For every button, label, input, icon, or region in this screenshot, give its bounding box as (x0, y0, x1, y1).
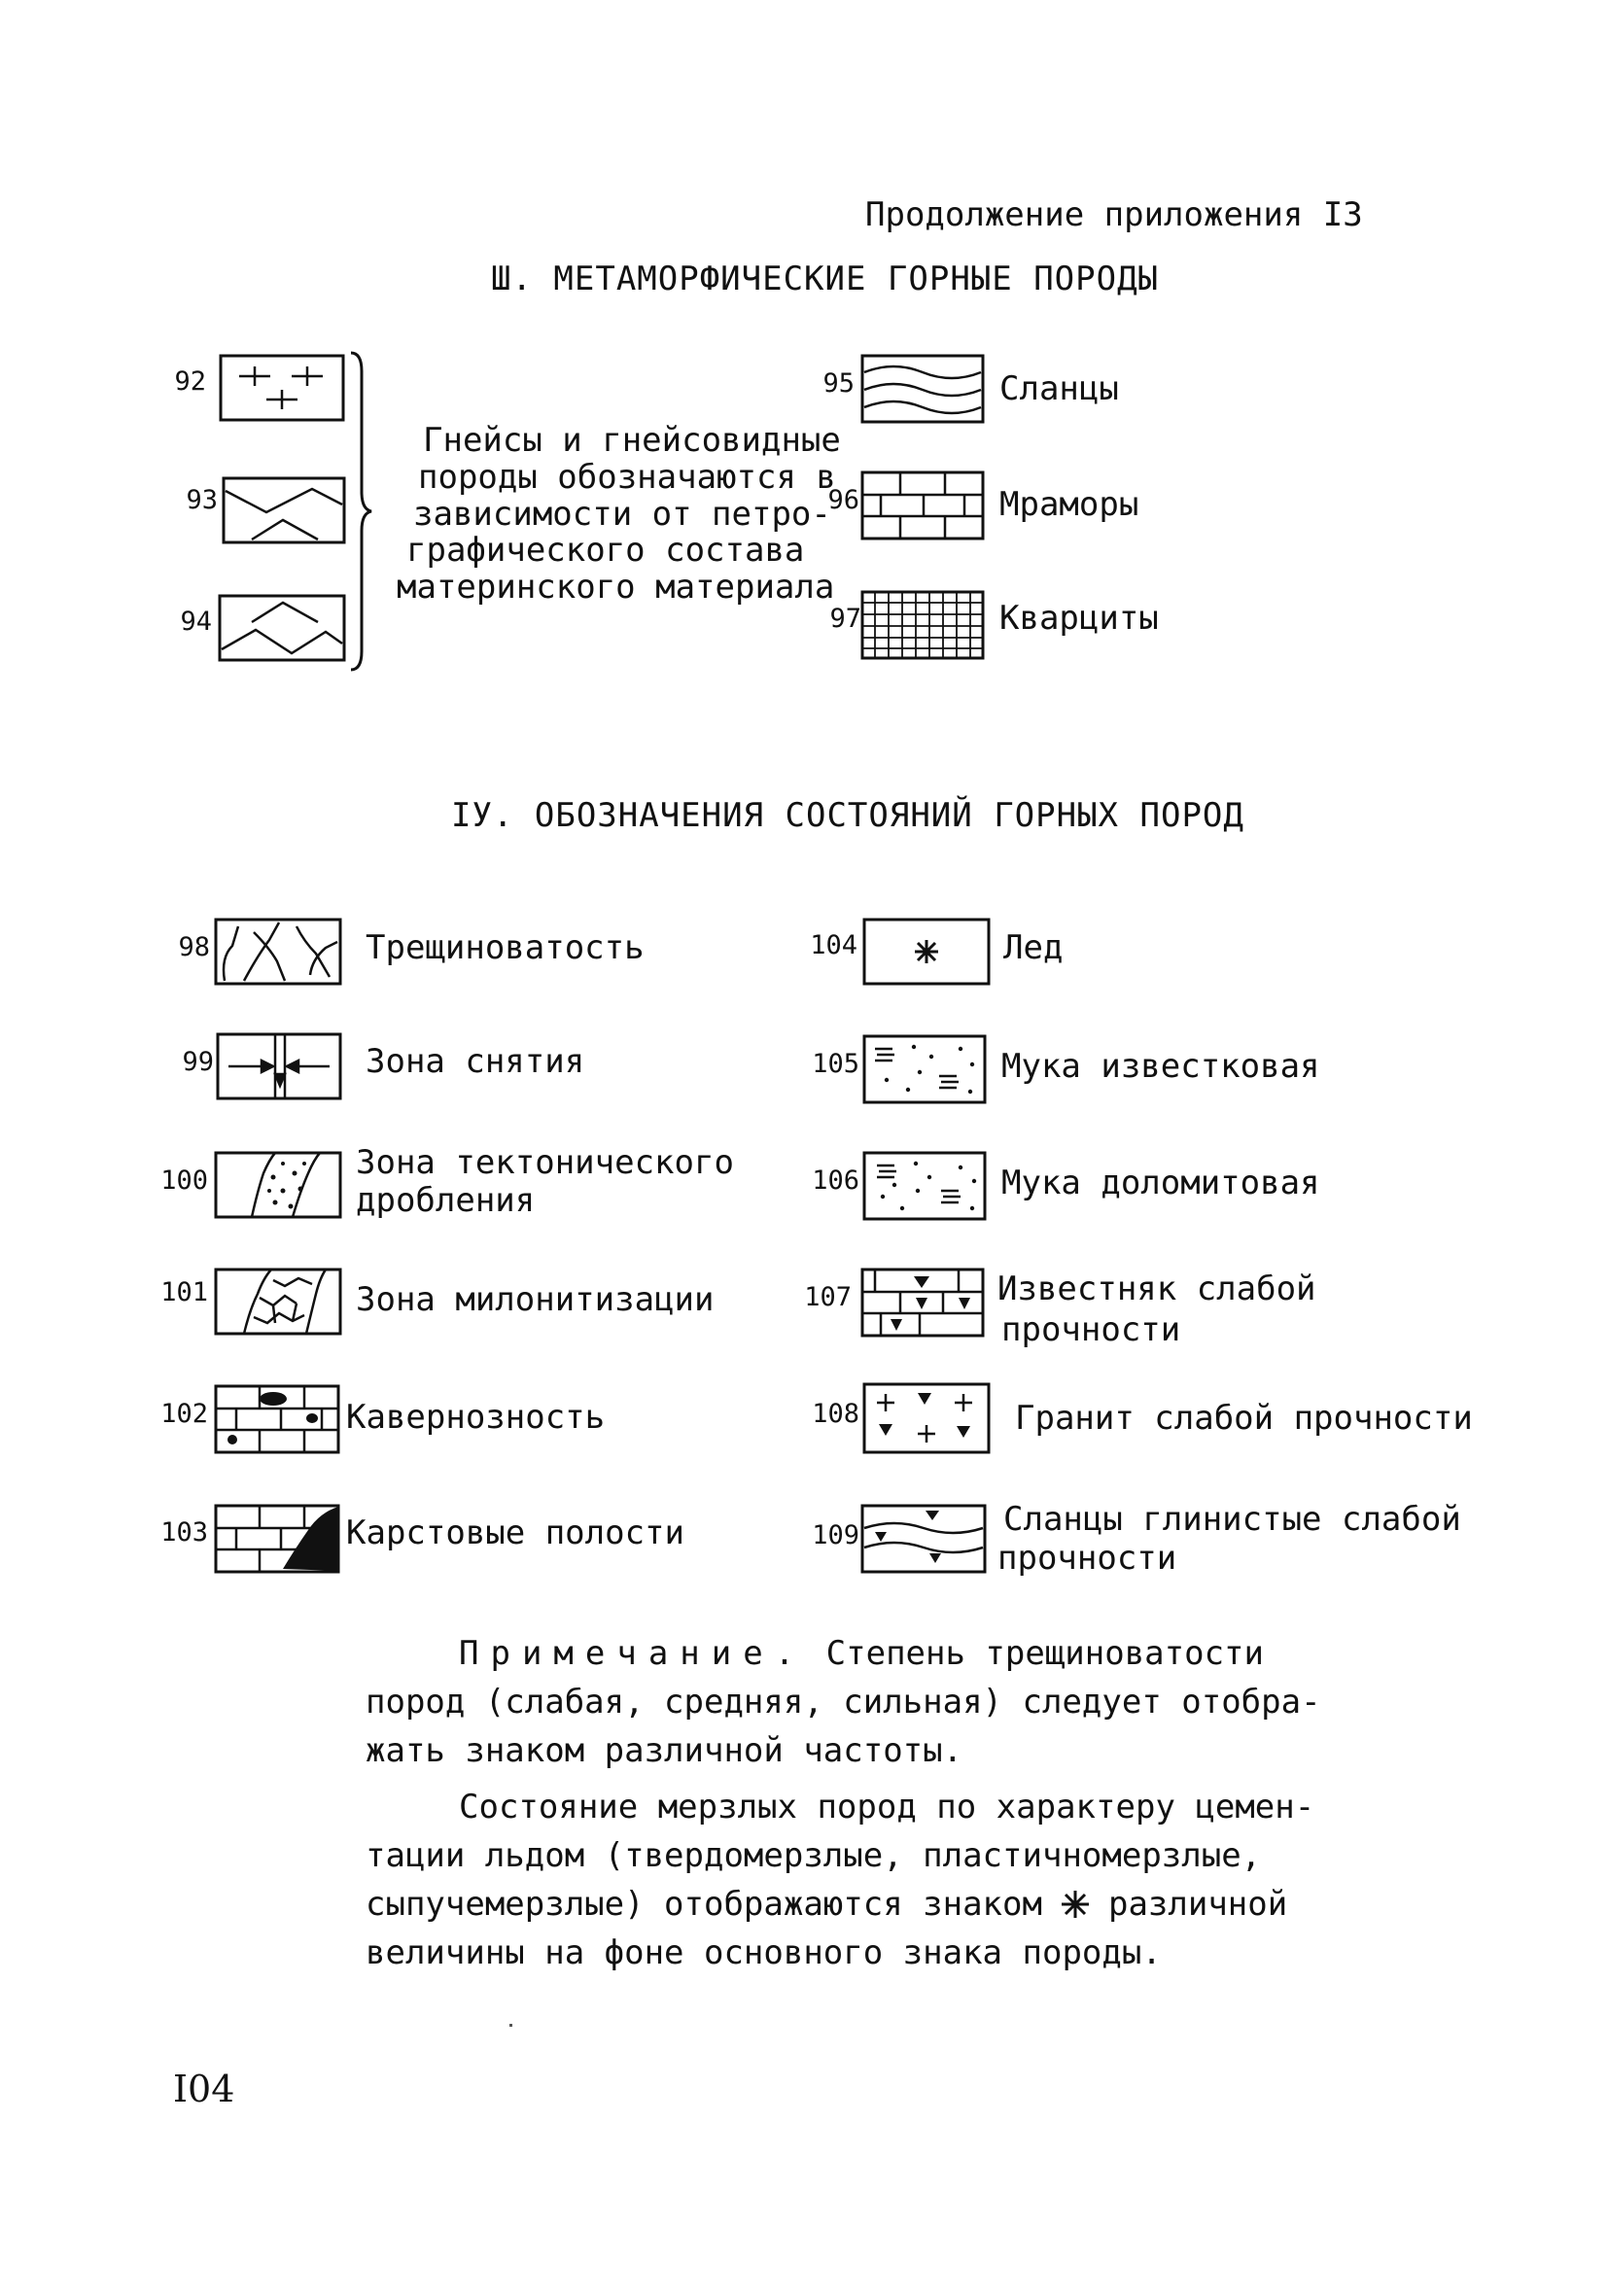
legend-label: Зона снятия (366, 1042, 585, 1081)
item-number: 101 (160, 1277, 208, 1307)
note-block (366, 1629, 1321, 1977)
gneiss-note-line: графического состава (406, 531, 805, 570)
tectonic-crush-symbol (215, 1152, 341, 1218)
legend-label: Карстовые полости (346, 1513, 684, 1552)
gneiss-caret-symbol (219, 595, 345, 661)
legend-label: Зона милонитизации (356, 1280, 715, 1319)
item-number: 103 (160, 1517, 208, 1548)
page-number: I04 (173, 2068, 235, 2110)
gneiss-note-line: Гнейсы и гнейсовидные (423, 421, 841, 460)
stress-relief-symbol (217, 1033, 341, 1099)
note-text: различной (1107, 1885, 1288, 1924)
legend-label: Мука известковая (1001, 1047, 1320, 1086)
note-line: тации льдом (твердомерзлые, пластичномерзлые, (366, 1836, 1262, 1875)
item-number: 93 (186, 485, 218, 515)
legend-label: Гранит слабой прочности (1015, 1399, 1473, 1438)
legend-label-cont: прочности (1001, 1310, 1181, 1349)
legend-label: Лед (1003, 928, 1064, 967)
item-number: 100 (160, 1165, 208, 1196)
marble-brick-symbol (861, 471, 984, 539)
item-number: 106 (812, 1165, 859, 1196)
cavernosity-symbol (215, 1385, 339, 1453)
note-line: величины на фоне основного знака породы. (366, 1933, 1162, 1972)
item-number: 108 (812, 1399, 859, 1429)
quartzite-grid-symbol (861, 591, 984, 659)
note-heading: Примечание. (459, 1634, 807, 1673)
item-number: 95 (822, 368, 855, 399)
item-number: 107 (804, 1282, 852, 1312)
gneiss-note-line: породы обозначаются в (418, 458, 836, 497)
legend-label-cont: дробления (356, 1181, 536, 1220)
item-number: 104 (810, 930, 857, 960)
item-number: 94 (180, 607, 212, 637)
calcareous-flour-symbol (863, 1035, 986, 1103)
note-line: Состояние мерзлых пород по характеру цемен- (459, 1788, 1315, 1826)
note-line (366, 1629, 1318, 1678)
stray-mark (509, 2024, 512, 2027)
weak-clay-schist-symbol (861, 1505, 986, 1573)
item-number: 99 (182, 1047, 214, 1077)
note-text: Степень трещиноватости (825, 1634, 1264, 1673)
continuation-header: Продолжение приложения I3 (865, 195, 1363, 234)
curly-brace (348, 350, 377, 673)
note-line: жать знаком различной частоты. (366, 1731, 963, 1770)
legend-label: Мраморы (999, 485, 1139, 524)
gneiss-note-line: зависимости от петро- (413, 495, 831, 534)
gneiss-chevron-symbol (223, 477, 345, 543)
note-line (366, 1880, 1318, 1929)
legend-label: Известняк слабой (997, 1270, 1316, 1308)
item-number: 98 (178, 932, 210, 962)
item-number: 97 (829, 604, 861, 634)
section-3-title: Ш. МЕТАМОРФИЧЕСКИЕ ГОРНЫЕ ПОРОДЫ (491, 260, 1160, 298)
note-text: сыпучемерзлые) отображаются знаком (366, 1885, 1042, 1924)
item-number: 92 (174, 366, 206, 397)
gneiss-note-line: материнского материала (397, 568, 835, 607)
legend-label: Сланцы глинистые слабой (1003, 1500, 1461, 1539)
mylonitization-symbol (215, 1269, 341, 1335)
dolomite-flour-symbol (863, 1152, 986, 1220)
legend-label: Кварциты (999, 599, 1159, 638)
legend-label: Кавернозность (346, 1398, 606, 1437)
weak-limestone-symbol (861, 1269, 984, 1337)
schist-symbol (861, 355, 984, 423)
legend-label: Зона тектонического (356, 1143, 734, 1182)
ice-sign-icon (1056, 1888, 1095, 1921)
legend-label: Мука доломитовая (1001, 1164, 1320, 1202)
item-number: 109 (812, 1520, 859, 1550)
item-number: 96 (827, 485, 859, 515)
weak-granite-symbol (863, 1383, 990, 1453)
legend-label: Сланцы (999, 369, 1119, 408)
karst-cavity-symbol (215, 1505, 339, 1573)
section-4-title: IУ. ОБОЗНАЧЕНИЯ СОСТОЯНИЙ ГОРНЫХ ПОРОД (451, 796, 1244, 835)
legend-label: Трещиноватость (366, 928, 645, 967)
note-line: пород (слабая, средняя, сильная) следует отобра- (366, 1683, 1321, 1722)
item-number: 102 (160, 1399, 208, 1429)
legend-label-cont: прочности (997, 1539, 1177, 1578)
item-number: 105 (812, 1049, 859, 1079)
fracture-symbol (215, 919, 341, 985)
gneiss-cross-symbol (220, 355, 344, 421)
ice-symbol (863, 919, 990, 985)
